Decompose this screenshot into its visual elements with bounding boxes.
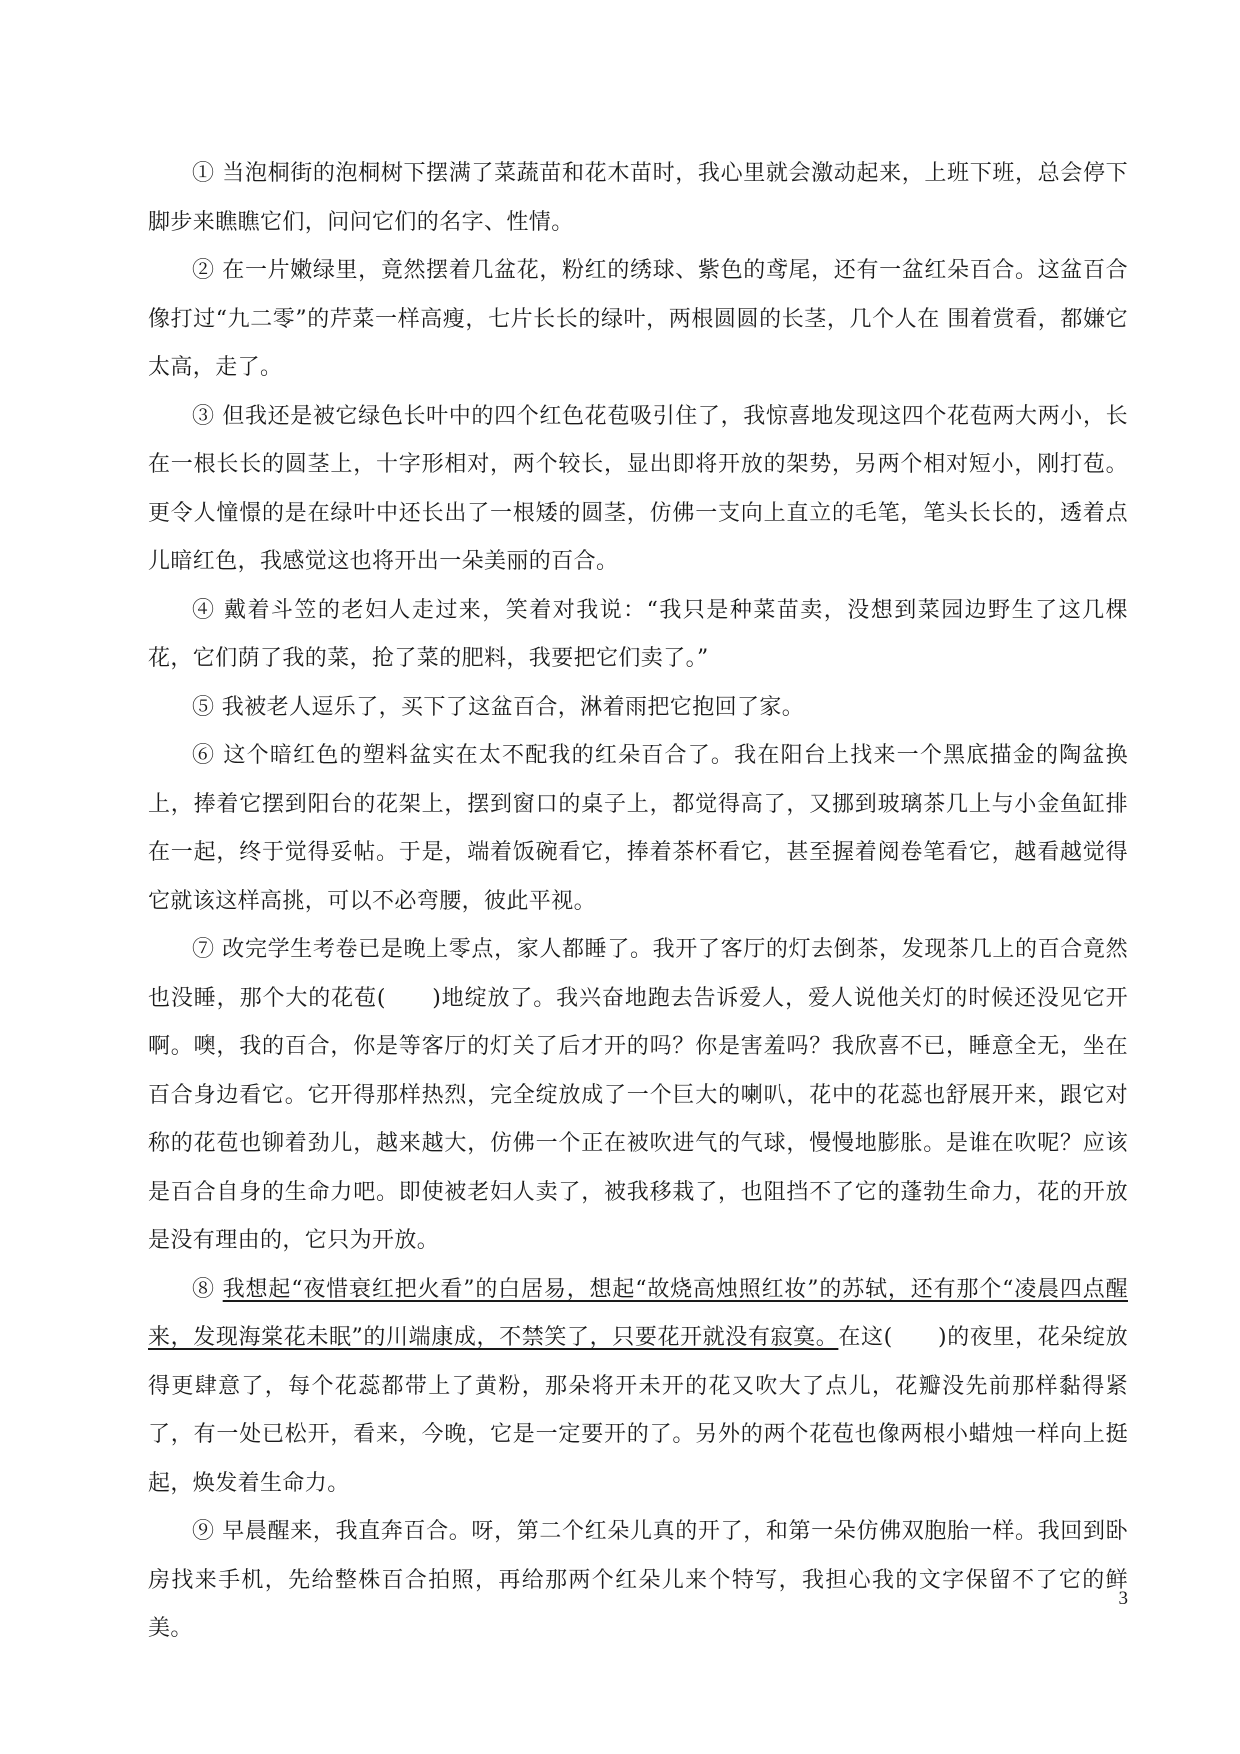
page-number: 3 xyxy=(1118,1588,1128,1609)
paragraph-4: ④ 戴着斗笠的老妇人走过来，笑着对我说：“我只是种菜苗卖，没想到菜园边野生了这几棵花，它们荫了我的菜，抢了菜的肥料，我要把它们卖了。” xyxy=(148,597,1128,671)
paragraph-8 xyxy=(148,1266,1128,1509)
paragraph-5: ⑤ 我被老人逗乐了，买下了这盆百合，淋着雨把它抱回了家。 xyxy=(192,694,805,720)
paragraph-6: ⑥ 这个暗红色的塑料盆实在太不配我的红朵百合了。我在阳台上找来一个黑底描金的陶盆换上，捧着它摆到阳台的花架上，摆到窗口的桌子上，都觉得高了，又挪到玻璃茶几上与小金鱼缸排在一起，终于觉得妥帖。于是，端着饭碗看它，捧着茶杯看它，甚至握着阅卷笔看它，越看越觉得它就该这样高挑，可以不必弯腰，彼此平视。 xyxy=(148,743,1128,914)
paragraph-9: ⑨ 早晨醒来，我直奔百合。呀，第二个红朵儿真的开了，和第一朵仿佛双胞胎一样。我回到卧房找来手机，先给整株百合拍照，再给那两个红朵儿来个特写，我担心我的文字保留不了它的鲜美。 xyxy=(148,1519,1128,1641)
paragraph-8-number: ⑧ xyxy=(192,1276,223,1302)
paragraph-1: ① 当泡桐街的泡桐树下摆满了菜蔬苗和花木苗时，我心里就会激动起来，上班下班，总会停下脚步来瞧瞧它们，问问它们的名字、性情。 xyxy=(148,161,1128,235)
paragraph-2: ② 在一片嫩绿里，竟然摆着几盆花，粉红的绣球、紫色的鸢尾，还有一盆红朵百合。这盆百合像打过“九二零”的芹菜一样高瘦，七片长长的绿叶，两根圆圆的长茎，几个人在 围着赏看，都嫌它太高，走了。 xyxy=(148,258,1128,380)
paragraph-7: ⑦ 改完学生考卷已是晚上零点，家人都睡了。我开了客厅的灯去倒茶，发现茶几上的百合竟然也没睡，那个大的花苞( )地绽放了。我兴奋地跑去告诉爱人，爱人说他关灯的时候还没见它开啊。噢，我的百合，你是等客厅的灯关了后才开的吗？你是害羞吗？我欣喜不已，睡意全无，坐在百合身边看它。它开得那样热烈，完全绽放成了一个巨大的喇叭，花中的花蕊也舒展开来，跟它对称的花苞也铆着劲儿，越来越大，仿佛一个正在被吹进气的气球，慢慢地膨胀。是谁在吹呢？应该是百合自身的生命力吧。即使被老妇人卖了，被我移栽了，也阻挡不了它的蓬勃生命力，花的开放是没有理由的，它只为开放。 xyxy=(148,937,1128,1253)
document-body xyxy=(148,150,1128,1654)
paragraph-3: ③ 但我还是被它绿色长叶中的四个红色花苞吸引住了，我惊喜地发现这四个花苞两大两小，长在一根长长的圆茎上，十字形相对，两个较长，显出即将开放的架势，另两个相对短小，刚打苞。更令人憧憬的是在绿叶中还长出了一根矮的圆茎，仿佛一支向上直立的毛笔，笔头长长的，透着点儿暗红色，我感觉这也将开出一朵美丽的百合。 xyxy=(148,403,1128,574)
paragraph-8-underlined-sentence: 我想起“夜惜衰红把火看”的白居易，想起“故烧高烛照红妆”的苏轼，还有那个“凌晨四点醒来，发现海棠花未眠”的川端康成，不禁笑了，只要花开就没有寂寞。 xyxy=(148,1276,1128,1350)
paragraph-8-rest: 在这( )的夜里，花朵绽放得更肆意了，每个花蕊都带上了黄粉，那朵将开未开的花又吹大了点儿，花瓣没先前那样黏得紧了，有一处已松开，看来，今晚，它是一定要开的了。另外的两个花苞也像两根小蜡烛一样向上挺起，焕发着生命力。 xyxy=(148,1325,1128,1496)
